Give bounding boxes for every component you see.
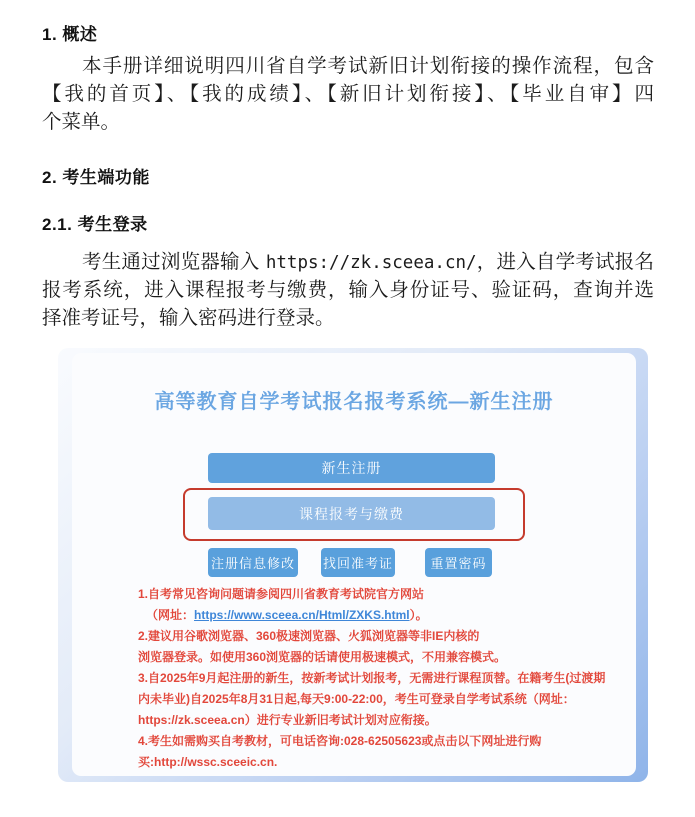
new-student-register-button[interactable]: 新生注册 bbox=[208, 453, 495, 483]
notice-line-5: 3.自2025年9月起注册的新生，按新考试计划报考，无需进行课程顶替。在籍考生(过渡期 bbox=[138, 671, 606, 685]
heading-candidate-login: 2.1. 考生登录 bbox=[42, 215, 148, 234]
sceea-official-link[interactable]: https://www.sceea.cn/Html/ZXKS.html bbox=[194, 608, 410, 622]
notice-line-6: 内未毕业)自2025年8月31日起,每天9:00-22:00，考生可登录自学考试系统（网址： bbox=[138, 692, 575, 706]
modify-registration-info-button[interactable]: 注册信息修改 bbox=[208, 548, 298, 577]
intro-line-1: 本手册详细说明四川省自学考试新旧计划衔接的操作流程，包含 bbox=[82, 54, 654, 77]
login-line-1 bbox=[42, 248, 654, 276]
heading-candidate-functions: 2. 考生端功能 bbox=[42, 168, 150, 187]
paragraph-login-instructions bbox=[42, 248, 654, 332]
login-line-2: 报考系统，进入课程报考与缴费，输入身份证号、验证码，查询并选 bbox=[42, 278, 654, 301]
notice-line-3: 2.建议用谷歌浏览器、360极速浏览器、火狐浏览器等非IE内核的 bbox=[138, 629, 480, 643]
heading-overview: 1. 概述 bbox=[42, 25, 98, 44]
login-line-1-pre: 考生通过浏览器输入 bbox=[82, 250, 266, 273]
login-url-text: https://zk.sceea.cn/ bbox=[265, 253, 477, 273]
notice-line-2-post: ）。 bbox=[409, 608, 428, 622]
login-line-1-post: ，进入自学考试报名 bbox=[476, 250, 654, 273]
notice-line-2 bbox=[138, 605, 618, 626]
intro-line-2: 【我的首页】、【我的成绩】、【新旧计划衔接】、【毕业自审】四 bbox=[42, 82, 654, 105]
reset-password-button[interactable]: 重置密码 bbox=[425, 548, 492, 577]
notice-line-9: 买:http://wssc.sceeic.cn. bbox=[138, 755, 278, 769]
notice-line-4: 浏览器登录。如使用360浏览器的话请使用极速模式，不用兼容模式。 bbox=[138, 650, 507, 664]
intro-line-3: 个菜单。 bbox=[42, 110, 121, 133]
paragraph-intro bbox=[42, 52, 654, 136]
retrieve-admission-ticket-button[interactable]: 找回准考证 bbox=[321, 548, 395, 577]
login-card bbox=[72, 353, 636, 776]
login-line-3: 择准考证号，输入密码进行登录。 bbox=[42, 306, 335, 329]
notice-list bbox=[138, 584, 618, 773]
system-title: 高等教育自学考试报名报考系统—新生注册 bbox=[154, 391, 554, 413]
notice-line-2-pre: （网址： bbox=[146, 608, 195, 622]
notice-line-1: 1.自考常见咨询问题请参阅四川省教育考试院官方网站 bbox=[138, 587, 425, 601]
notice-line-8: 4.考生如需购买自考教材，可电话咨询:028-62505623或点击以下网址进行购 bbox=[138, 734, 542, 748]
notice-line-7: https://zk.sceea.cn）进行专业新旧考试计划对应衔接。 bbox=[138, 713, 437, 727]
course-register-pay-button[interactable]: 课程报考与缴费 bbox=[208, 497, 495, 530]
login-page-screenshot bbox=[58, 348, 648, 782]
